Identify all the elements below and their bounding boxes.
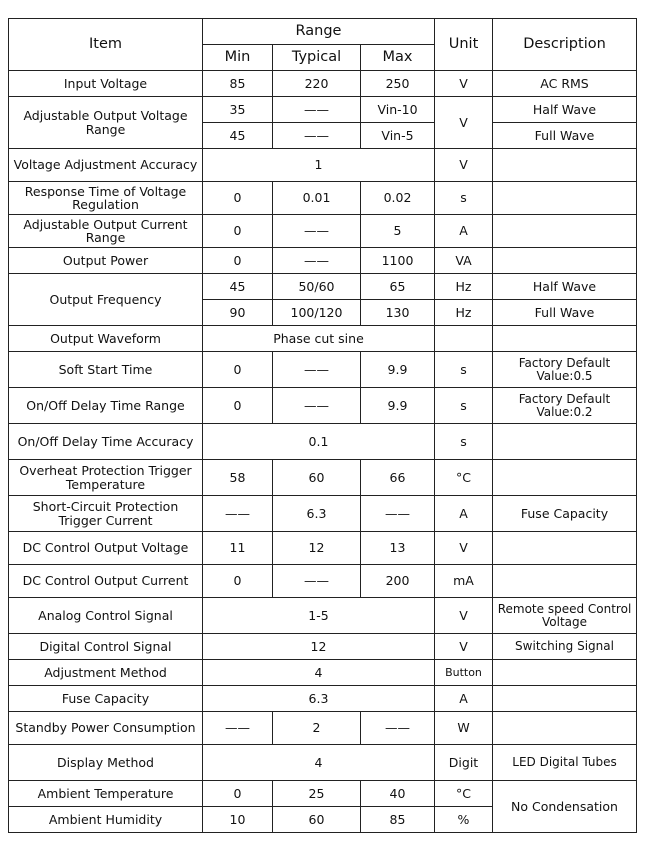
row-onoff-delay-range bbox=[9, 388, 637, 424]
min-cell: 58 bbox=[203, 460, 273, 496]
description-cell bbox=[493, 248, 637, 274]
row-adjustable-output-current bbox=[9, 215, 637, 248]
item-cell: DC Control Output Voltage bbox=[9, 532, 203, 565]
item-cell: Voltage Adjustment Accuracy bbox=[9, 149, 203, 182]
description-cell: Half Wave bbox=[493, 274, 637, 300]
typical-cell: 50/60 bbox=[273, 274, 361, 300]
max-cell: 0.02 bbox=[361, 182, 435, 215]
description-cell: Full Wave bbox=[493, 123, 637, 149]
max-cell: 85 bbox=[361, 807, 435, 833]
typical-cell: —— bbox=[273, 352, 361, 388]
min-cell: 0 bbox=[203, 248, 273, 274]
unit-cell: VA bbox=[435, 248, 493, 274]
row-short-circuit-protection bbox=[9, 496, 637, 532]
unit-cell: Hz bbox=[435, 300, 493, 326]
typical-cell: 100/120 bbox=[273, 300, 361, 326]
typical-cell: —— bbox=[273, 388, 361, 424]
item-cell: DC Control Output Current bbox=[9, 565, 203, 598]
row-adjustment-method bbox=[9, 660, 637, 686]
row-output-power bbox=[9, 248, 637, 274]
max-cell: 5 bbox=[361, 215, 435, 248]
header-unit: Unit bbox=[435, 19, 493, 71]
description-cell: LED Digital Tubes bbox=[493, 745, 637, 781]
unit-cell: V bbox=[435, 532, 493, 565]
item-cell: Adjustable Output Voltage Range bbox=[9, 97, 203, 149]
min-cell: 0 bbox=[203, 352, 273, 388]
unit-cell: Digit bbox=[435, 745, 493, 781]
value-cell: 1-5 bbox=[203, 598, 435, 634]
unit-cell: mA bbox=[435, 565, 493, 598]
typical-cell: —— bbox=[273, 248, 361, 274]
max-cell: 40 bbox=[361, 781, 435, 807]
typical-cell: 2 bbox=[273, 712, 361, 745]
description-cell bbox=[493, 326, 637, 352]
max-cell: 9.9 bbox=[361, 352, 435, 388]
item-cell: Overheat Protection Trigger Temperature bbox=[9, 460, 203, 496]
item-cell: On/Off Delay Time Range bbox=[9, 388, 203, 424]
description-cell: Half Wave bbox=[493, 97, 637, 123]
row-display-method bbox=[9, 745, 637, 781]
typical-cell: 60 bbox=[273, 807, 361, 833]
value-cell: 4 bbox=[203, 745, 435, 781]
min-cell: 0 bbox=[203, 565, 273, 598]
typical-cell: —— bbox=[273, 123, 361, 149]
item-cell: Analog Control Signal bbox=[9, 598, 203, 634]
min-cell: 90 bbox=[203, 300, 273, 326]
description-cell bbox=[493, 565, 637, 598]
header-description: Description bbox=[493, 19, 637, 71]
min-cell: 0 bbox=[203, 388, 273, 424]
description-cell bbox=[493, 686, 637, 712]
row-output-frequency-half bbox=[9, 274, 637, 300]
item-cell: Soft Start Time bbox=[9, 352, 203, 388]
header-min: Min bbox=[203, 45, 273, 71]
item-cell: Short-Circuit Protection Trigger Current bbox=[9, 496, 203, 532]
item-cell: Standby Power Consumption bbox=[9, 712, 203, 745]
description-cell bbox=[493, 712, 637, 745]
unit-cell: W bbox=[435, 712, 493, 745]
description-cell bbox=[493, 215, 637, 248]
row-voltage-adjustment-accuracy bbox=[9, 149, 637, 182]
row-adjustable-output-voltage-half bbox=[9, 97, 637, 123]
max-cell: 250 bbox=[361, 71, 435, 97]
description-cell: Fuse Capacity bbox=[493, 496, 637, 532]
typical-cell: —— bbox=[273, 97, 361, 123]
unit-cell: A bbox=[435, 686, 493, 712]
typical-cell: 0.01 bbox=[273, 182, 361, 215]
row-soft-start-time bbox=[9, 352, 637, 388]
max-cell: 200 bbox=[361, 565, 435, 598]
typical-cell: —— bbox=[273, 215, 361, 248]
min-cell: —— bbox=[203, 496, 273, 532]
header-max: Max bbox=[361, 45, 435, 71]
description-cell: Switching Signal bbox=[493, 634, 637, 660]
item-cell: Output Frequency bbox=[9, 274, 203, 326]
row-overheat-protection bbox=[9, 460, 637, 496]
max-cell: 65 bbox=[361, 274, 435, 300]
unit-cell: V bbox=[435, 634, 493, 660]
row-digital-control-signal bbox=[9, 634, 637, 660]
row-standby-power bbox=[9, 712, 637, 745]
description-cell: Factory Default Value:0.2 bbox=[493, 388, 637, 424]
unit-cell: °C bbox=[435, 460, 493, 496]
typical-cell: —— bbox=[273, 565, 361, 598]
min-cell: 10 bbox=[203, 807, 273, 833]
value-cell: 4 bbox=[203, 660, 435, 686]
row-fuse-capacity bbox=[9, 686, 637, 712]
min-cell: 35 bbox=[203, 97, 273, 123]
max-cell: 13 bbox=[361, 532, 435, 565]
unit-cell: s bbox=[435, 388, 493, 424]
value-cell: 12 bbox=[203, 634, 435, 660]
item-cell: Input Voltage bbox=[9, 71, 203, 97]
min-cell: 85 bbox=[203, 71, 273, 97]
item-cell: Response Time of Voltage Regulation bbox=[9, 182, 203, 215]
min-cell: 45 bbox=[203, 274, 273, 300]
description-cell bbox=[493, 660, 637, 686]
description-cell: Remote speed Control Voltage bbox=[493, 598, 637, 634]
min-cell: 45 bbox=[203, 123, 273, 149]
description-cell: AC RMS bbox=[493, 71, 637, 97]
max-cell: —— bbox=[361, 496, 435, 532]
item-cell: Output Waveform bbox=[9, 326, 203, 352]
max-cell: Vin-5 bbox=[361, 123, 435, 149]
max-cell: —— bbox=[361, 712, 435, 745]
header-typical: Typical bbox=[273, 45, 361, 71]
typical-cell: 25 bbox=[273, 781, 361, 807]
unit-cell: A bbox=[435, 215, 493, 248]
unit-cell: % bbox=[435, 807, 493, 833]
value-cell: 6.3 bbox=[203, 686, 435, 712]
max-cell: 9.9 bbox=[361, 388, 435, 424]
description-cell bbox=[493, 532, 637, 565]
unit-cell: V bbox=[435, 97, 493, 149]
row-onoff-delay-accuracy bbox=[9, 424, 637, 460]
typical-cell: 6.3 bbox=[273, 496, 361, 532]
description-cell bbox=[493, 424, 637, 460]
value-cell: Phase cut sine bbox=[203, 326, 435, 352]
max-cell: 66 bbox=[361, 460, 435, 496]
description-cell: Factory Default Value:0.5 bbox=[493, 352, 637, 388]
description-cell: Full Wave bbox=[493, 300, 637, 326]
unit-cell: V bbox=[435, 71, 493, 97]
item-cell: Adjustment Method bbox=[9, 660, 203, 686]
unit-cell: Hz bbox=[435, 274, 493, 300]
max-cell: Vin-10 bbox=[361, 97, 435, 123]
item-cell: Ambient Temperature bbox=[9, 781, 203, 807]
min-cell: —— bbox=[203, 712, 273, 745]
row-output-waveform bbox=[9, 326, 637, 352]
value-cell: 1 bbox=[203, 149, 435, 182]
min-cell: 0 bbox=[203, 182, 273, 215]
item-cell: Digital Control Signal bbox=[9, 634, 203, 660]
description-cell bbox=[493, 460, 637, 496]
row-ambient-temperature bbox=[9, 781, 637, 807]
item-cell: Adjustable Output Current Range bbox=[9, 215, 203, 248]
description-cell bbox=[493, 182, 637, 215]
min-cell: 0 bbox=[203, 781, 273, 807]
item-cell: On/Off Delay Time Accuracy bbox=[9, 424, 203, 460]
row-analog-control-signal bbox=[9, 598, 637, 634]
item-cell: Output Power bbox=[9, 248, 203, 274]
row-dc-control-output-voltage bbox=[9, 532, 637, 565]
unit-cell bbox=[435, 326, 493, 352]
min-cell: 0 bbox=[203, 215, 273, 248]
row-dc-control-output-current bbox=[9, 565, 637, 598]
item-cell: Display Method bbox=[9, 745, 203, 781]
header-item: Item bbox=[9, 19, 203, 71]
value-cell: 0.1 bbox=[203, 424, 435, 460]
row-response-time bbox=[9, 182, 637, 215]
row-input-voltage bbox=[9, 71, 637, 97]
max-cell: 130 bbox=[361, 300, 435, 326]
header-range: Range bbox=[203, 19, 435, 45]
typical-cell: 60 bbox=[273, 460, 361, 496]
unit-cell: s bbox=[435, 182, 493, 215]
typical-cell: 220 bbox=[273, 71, 361, 97]
description-cell: No Condensation bbox=[493, 781, 637, 833]
item-cell: Ambient Humidity bbox=[9, 807, 203, 833]
unit-cell: °C bbox=[435, 781, 493, 807]
unit-cell: s bbox=[435, 352, 493, 388]
unit-cell: Button bbox=[435, 660, 493, 686]
unit-cell: A bbox=[435, 496, 493, 532]
max-cell: 1100 bbox=[361, 248, 435, 274]
min-cell: 11 bbox=[203, 532, 273, 565]
item-cell: Fuse Capacity bbox=[9, 686, 203, 712]
description-cell bbox=[493, 149, 637, 182]
specification-table bbox=[8, 18, 637, 833]
typical-cell: 12 bbox=[273, 532, 361, 565]
unit-cell: s bbox=[435, 424, 493, 460]
unit-cell: V bbox=[435, 598, 493, 634]
unit-cell: V bbox=[435, 149, 493, 182]
